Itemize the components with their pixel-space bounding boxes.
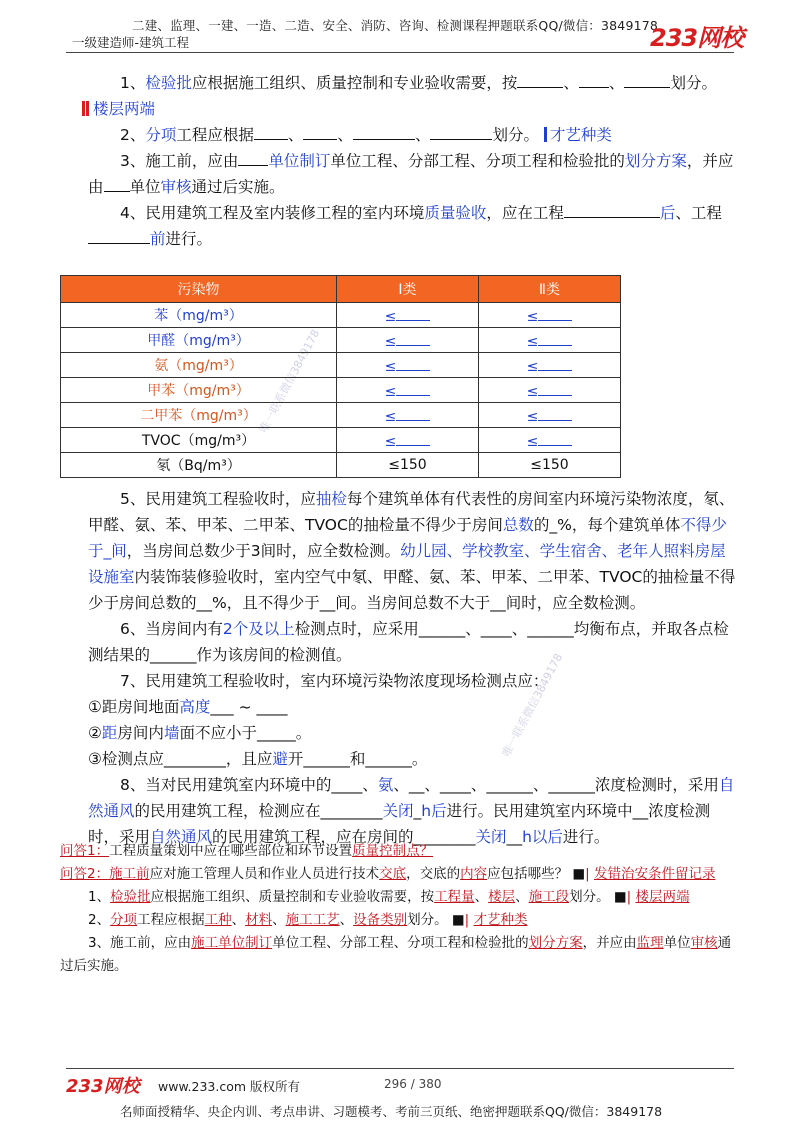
qa-section <box>60 840 740 978</box>
limit-value: ≤ <box>526 383 539 400</box>
answer-blank <box>538 356 572 371</box>
question-7-item-2: ②距房间内墙面不应小于_____。 <box>88 724 312 742</box>
limit-cell <box>478 403 620 428</box>
limit-cell <box>337 303 479 328</box>
table-row <box>61 328 621 353</box>
question-5: 5、民用建筑工程验收时，应抽检每个建筑单体有代表性的房间室内环境污染物浓度，氡、甲醛、氨、苯、甲苯、二甲苯、TVOC的抽检量不得少于房间总数的_%，每个建筑单体不得少于_间，当房间总数少于3间时，应全数检测。幼儿园、学校教室、学生宿舍、老年人照料房屋设施室内装饰装修验收时，室内空气中氡、甲醛、氨、苯、甲苯、二甲苯、TVOC的抽检量不得少于房间总数的__%，且不得少于__间。当房间总数不大于__间时，应全数检测。 <box>88 490 736 612</box>
limit-value: ≤ <box>526 433 539 450</box>
limit-value: ≤ <box>384 333 397 350</box>
limit-value: ≤150 <box>530 457 569 473</box>
watermark: 唯一联系微信3849178 <box>499 651 566 760</box>
answer-blank <box>538 306 572 321</box>
answer-blank <box>396 356 430 371</box>
header-subject: 一级建造师-建筑工程 <box>72 35 190 50</box>
qa-answer-2: 2、分项工程应根据工种、材料、施工工艺、设备类别划分。 ■| 才艺种类 <box>88 912 528 928</box>
question-1-tag: 楼层两端 <box>82 96 738 122</box>
column-header: 污染物 <box>61 276 337 303</box>
answer-blank <box>396 406 430 421</box>
limit-cell <box>478 353 620 378</box>
question-7-item-1: ①距房间地面高度___ ~ ____ <box>88 698 288 716</box>
limit-cell <box>337 403 479 428</box>
limit-value: ≤ <box>526 308 539 325</box>
limit-value: ≤ <box>526 333 539 350</box>
pollutant-name: 氨（mg/m³） <box>61 353 337 378</box>
column-header: Ⅰ类 <box>337 276 479 303</box>
table-row <box>61 428 621 453</box>
answer-blank <box>538 331 572 346</box>
answer-blank <box>396 306 430 321</box>
limit-cell <box>337 328 479 353</box>
limit-cell <box>478 303 620 328</box>
table-row <box>61 353 621 378</box>
footer-site: www.233.com 版权所有 <box>158 1079 300 1094</box>
limit-cell <box>337 353 479 378</box>
answer-blank <box>538 406 572 421</box>
table-row <box>61 403 621 428</box>
limit-value: ≤ <box>526 408 539 425</box>
limit-cell <box>478 428 620 453</box>
table-row <box>61 378 621 403</box>
limit-cell <box>478 328 620 353</box>
limit-cell <box>337 378 479 403</box>
pollutant-name: 甲苯（mg/m³） <box>61 378 337 403</box>
question-1: 1、检验批应根据施工组织、质量控制和专业验收需要，按 、 、 划分。 <box>120 74 717 92</box>
limit-value: ≤ <box>384 408 397 425</box>
footer-divider <box>66 1068 734 1069</box>
limit-value: ≤ <box>384 358 397 375</box>
limit-value: ≤ <box>384 383 397 400</box>
limit-cell <box>478 453 620 478</box>
table-row <box>61 453 621 478</box>
qa-question-2: 问答2：施工前应对施工管理人员和作业人员进行技术交底，交底的内容应包括哪些？ ■| 发错治安条件留记录 <box>60 866 716 882</box>
pollutant-name: 甲醛（mg/m³） <box>61 328 337 353</box>
question-3: 3、施工前，应由 单位制订单位工程、分部工程、分项工程和检验批的划分方案，并应由 单位审核通过后实施。 <box>88 152 734 196</box>
limit-value: ≤ <box>526 358 539 375</box>
table-row <box>61 303 621 328</box>
pollutant-name: TVOC（mg/m³） <box>61 428 337 453</box>
pollutant-name: 苯（mg/m³） <box>61 303 337 328</box>
limit-cell <box>337 453 479 478</box>
question-content <box>88 70 738 252</box>
question-content-2 <box>88 486 738 850</box>
limit-value: ≤150 <box>388 457 427 473</box>
watermark: 唯一联系微信3849178 <box>256 327 323 436</box>
question-4: 4、民用建筑工程及室内装修工程的室内环境质量验收，应在工程 后、工程前进行。 <box>88 200 738 252</box>
answer-blank <box>396 381 430 396</box>
qa-answer-3: 3、施工前，应由施工单位制订单位工程、分部工程、分项工程和检验批的划分方案，并应由监理单位审核通过后实施。 <box>60 935 732 974</box>
brand-logo: 233网校 <box>650 24 744 52</box>
pollutant-name: 二甲苯（mg/m³） <box>61 403 337 428</box>
footer-logo: 233网校 <box>66 1076 140 1097</box>
table-header-row <box>61 276 621 303</box>
header-contact: 二建、监理、一建、一造、二造、安全、消防、咨询、检测课程押题联系QQ/微信：3849178 <box>132 18 659 33</box>
limit-cell <box>478 378 620 403</box>
column-header: Ⅱ类 <box>478 276 620 303</box>
question-7: 7、民用建筑工程验收时，室内环境污染物浓度现场检测点应： <box>120 672 549 690</box>
answer-blank <box>396 431 430 446</box>
answer-blank <box>538 431 572 446</box>
answer-blank <box>538 381 572 396</box>
answer-blank <box>396 331 430 346</box>
qa-question-1: 问答1：工程质量策划中应在哪些部位和环节设置质量控制点？ <box>60 843 434 859</box>
pollutant-table <box>60 275 621 478</box>
question-7-item-3: ③检测点应________，且应避开______和______。 <box>88 750 428 768</box>
question-6: 6、当房间内有2个及以上检测点时，应采用______、____、______均衡布点，并取各点检测结果的______作为该房间的检测值。 <box>88 620 729 664</box>
page-number: 296 / 380 <box>384 1077 442 1091</box>
limit-value: ≤ <box>384 433 397 450</box>
pollutant-name: 氡（Bq/m³） <box>61 453 337 478</box>
limit-cell <box>337 428 479 453</box>
question-2: 2、分项工程应根据 、 、 、 划分。 才艺种类 <box>120 126 612 144</box>
footer-contact: 名师面授精华、央企内训、考点串讲、习题模考、考前三页纸、绝密押题联系QQ/微信：3849178 <box>120 1104 663 1119</box>
limit-value: ≤ <box>384 308 397 325</box>
question-8: 8、当对民用建筑室内环境中的____、氨、__、____、______、______浓度检测时，采用自然通风的民用建筑工程，检测应在________关闭_h后进行。民用建筑室内环境中__浓度检测时，采用自然通风的民用建筑工程，应在房间的________关闭__h以后进行。 <box>88 776 735 846</box>
qa-answer-1: 1、检验批应根据施工组织、质量控制和专业验收需要，按工程量、楼层、施工段划分。 ■| 楼层两端 <box>88 889 690 905</box>
header-divider <box>66 52 734 53</box>
